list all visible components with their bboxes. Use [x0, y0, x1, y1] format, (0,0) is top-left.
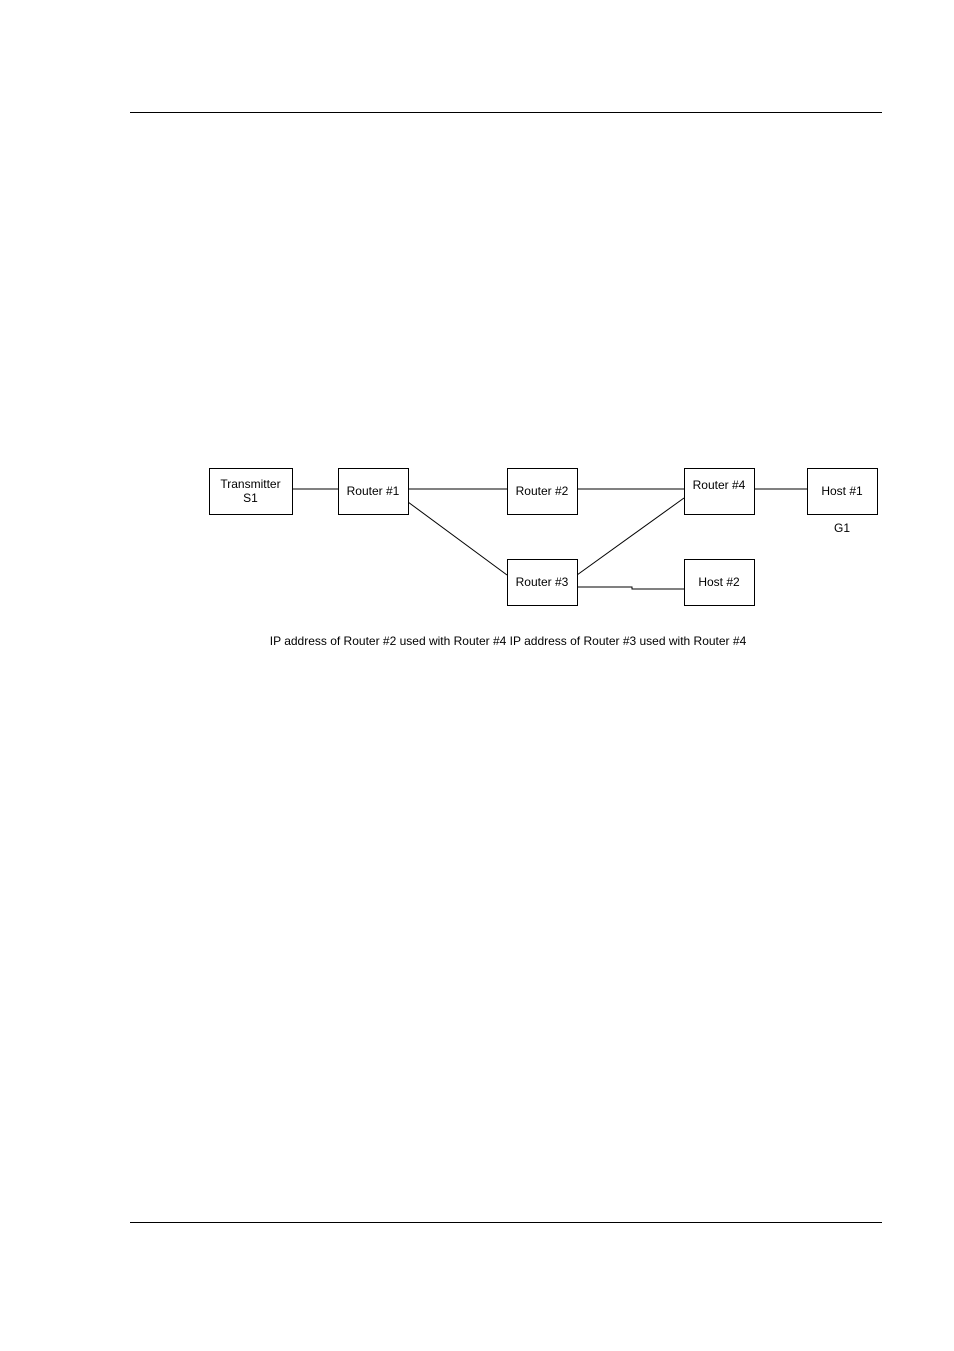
node-label-host1: Host #1: [821, 484, 863, 498]
node-router4: [685, 469, 755, 515]
group-label: G1: [833, 521, 851, 535]
node-router2: [508, 469, 578, 515]
node-label-router1: Router #1: [346, 484, 400, 498]
link-router1-router3: [408, 502, 507, 575]
node-router3: [508, 560, 578, 606]
node-label-router4: Router #4: [692, 478, 746, 492]
link-router3-host2: [577, 587, 684, 589]
diagram-caption: IP address of Router #2 used with Router #4 IP address of Router #3 used with Router #4: [269, 634, 747, 648]
node-label-transmitter-1: S1: [243, 491, 258, 505]
node-host1: [808, 469, 878, 515]
node-label-transmitter-0: Transmitter: [220, 477, 281, 491]
node-label-host2: Host #2: [698, 575, 740, 589]
node-router1: [339, 469, 409, 515]
node-transmitter: [210, 469, 293, 515]
node-label-router3: Router #3: [515, 575, 569, 589]
node-host2: [685, 560, 755, 606]
footer-rule: [130, 1222, 882, 1223]
link-router3-router4: [577, 498, 684, 575]
node-label-router2: Router #2: [515, 484, 569, 498]
